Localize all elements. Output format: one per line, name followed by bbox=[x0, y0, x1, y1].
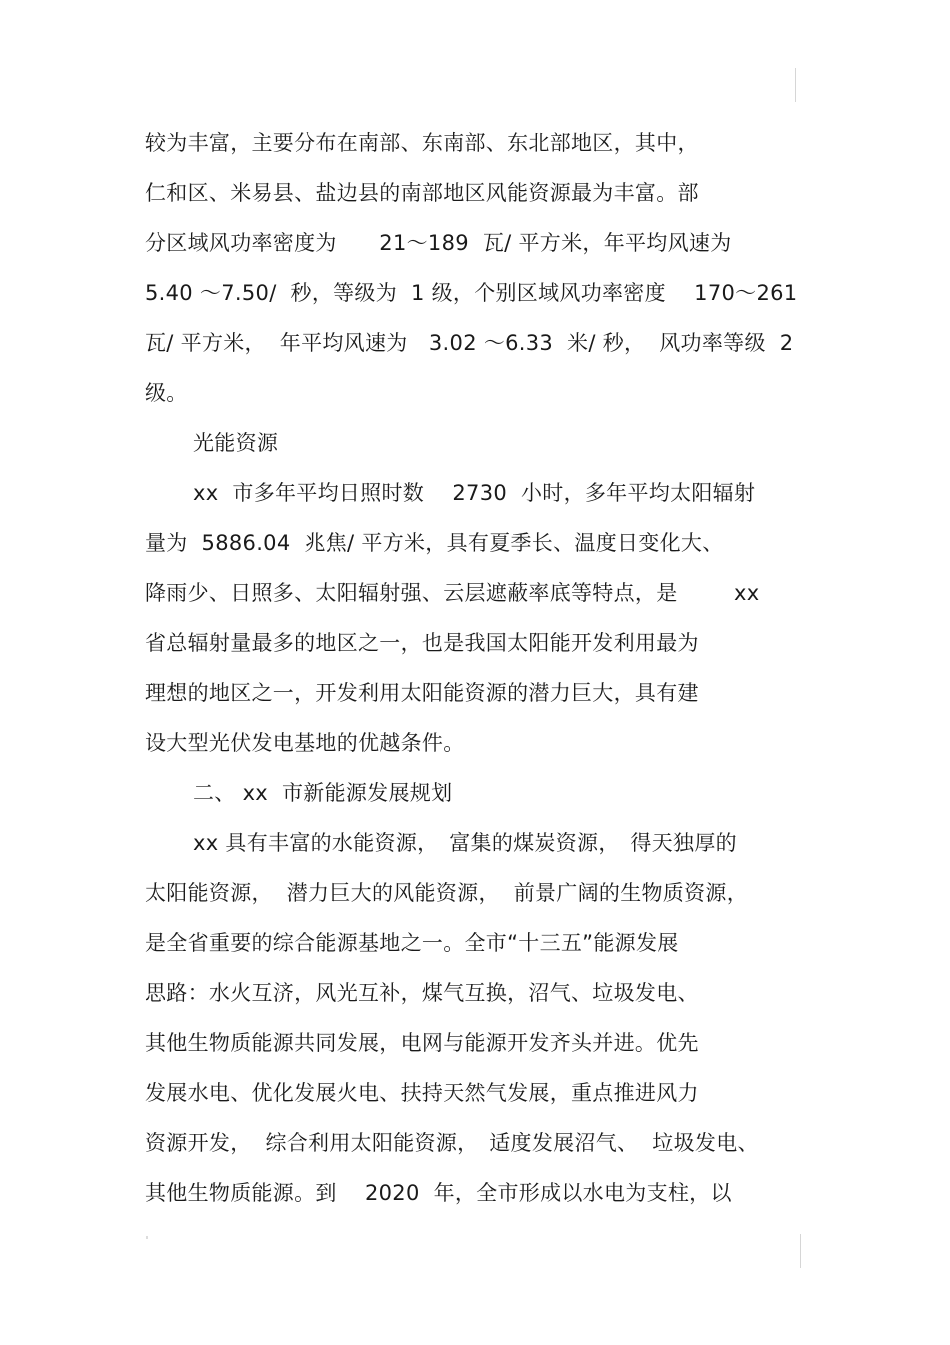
text-line: 思路：水火互济，风光互补，煤气互换，沼气、垃圾发电、 bbox=[145, 981, 699, 1005]
text-line: 量为 5886.04 兆焦/ 平方米，具有夏季长、温度日变化大、 bbox=[145, 531, 724, 555]
text-line: 设大型光伏发电基地的优越条件。 bbox=[145, 731, 465, 755]
text-line: 降雨少、日照多、太阳辐射强、云层遮蔽率底等特点，是 xx bbox=[145, 581, 760, 605]
text-line: 5.40 ～7.50/ 秒，等级为 1 级，个别区域风功率密度 170～261 bbox=[145, 281, 798, 305]
text-line: 省总辐射量最多的地区之一，也是我国太阳能开发利用最为 bbox=[145, 631, 699, 655]
text-line: 分区域风功率密度为 21～189 瓦/ 平方米，年平均风速为 bbox=[145, 231, 732, 255]
text-line: 资源开发， 综合利用太阳能资源， 适度发展沼气、 垃圾发电、 bbox=[145, 1131, 759, 1155]
text-line: 是全省重要的综合能源基地之一。全市“十三五”能源发展 bbox=[145, 931, 679, 955]
page-corner-mark bbox=[795, 68, 796, 102]
text-line: xx 市多年平均日照时数 2730 小时，多年平均太阳辐射 bbox=[193, 481, 756, 505]
text-line: xx 具有丰富的水能资源， 富集的煤炭资源， 得天独厚的 bbox=[193, 831, 737, 855]
section-heading: 二、 xx 市新能源发展规划 bbox=[193, 781, 453, 805]
text-line: 发展水电、优化发展火电、扶持天然气发展，重点推进风力 bbox=[145, 1081, 699, 1105]
text-line: 瓦/ 平方米， 年平均风速为 3.02 ～6.33 米/ 秒， 风功率等级 2 bbox=[145, 331, 794, 355]
text-line: 理想的地区之一，开发利用太阳能资源的潜力巨大，具有建 bbox=[145, 681, 699, 705]
text-line: 级。 bbox=[145, 381, 188, 405]
text-line: 仁和区、米易县、盐边县的南部地区风能资源最为丰富。部 bbox=[145, 181, 699, 205]
text-line: 太阳能资源， 潜力巨大的风能资源， 前景广阔的生物质资源， bbox=[145, 881, 748, 905]
page-corner-mark bbox=[146, 1236, 148, 1239]
text-line: 较为丰富，主要分布在南部、东南部、东北部地区，其中， bbox=[145, 131, 699, 155]
text-line: 其他生物质能源。到 2020 年，全市形成以水电为支柱，以 bbox=[145, 1181, 732, 1205]
text-line: 其他生物质能源共同发展，电网与能源开发齐头并进。优先 bbox=[145, 1031, 699, 1055]
section-heading: 光能资源 bbox=[193, 431, 279, 455]
page-corner-mark bbox=[800, 1234, 801, 1268]
